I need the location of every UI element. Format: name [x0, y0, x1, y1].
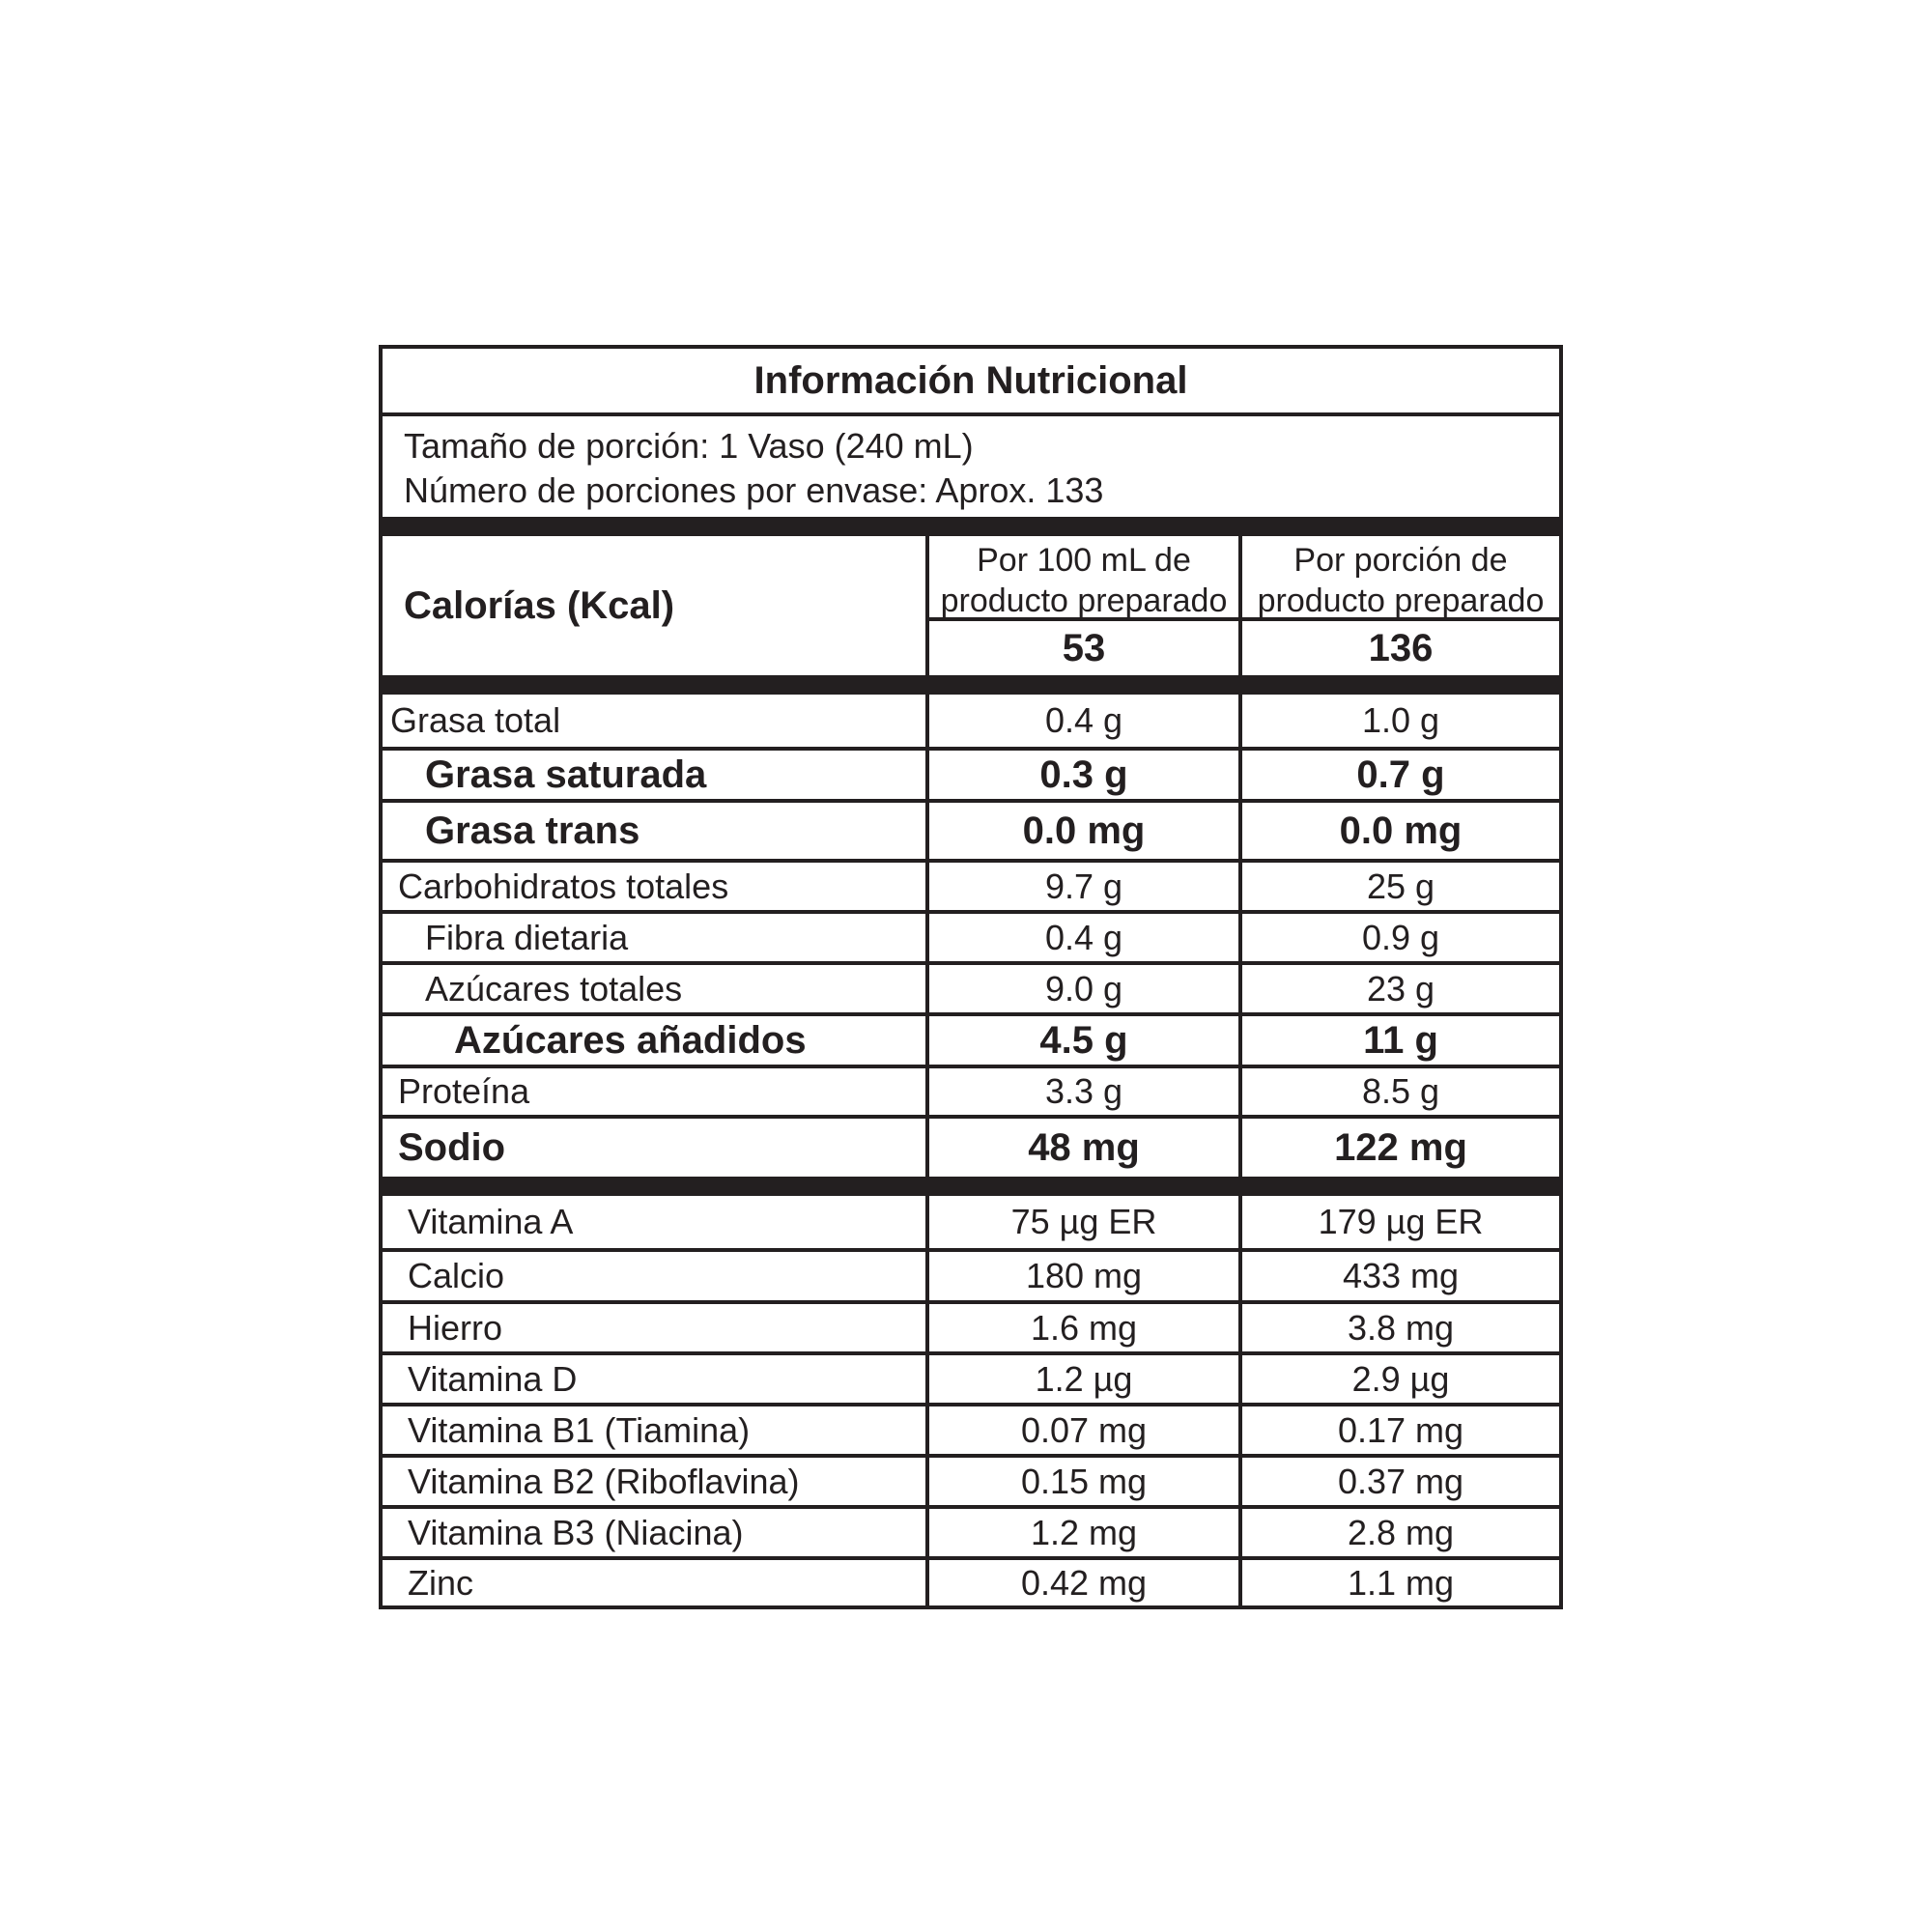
- nutrient-per-serving: 122 mg: [1334, 1125, 1467, 1169]
- nutrient-name: Fibra dietaria: [383, 914, 929, 961]
- nutrient-per-100ml: 0.07 mg: [929, 1406, 1242, 1454]
- micronutrient-row-hierro: [383, 1304, 1559, 1355]
- nutrient-name: Vitamina B1 (Tiamina): [383, 1406, 929, 1454]
- nutrient-row-azucares-totales: [383, 965, 1559, 1016]
- micronutrient-row-vitamina-d: [383, 1355, 1559, 1406]
- nutrient-name: Carbohidratos totales: [383, 863, 929, 910]
- micronutrient-row-vitamina-b1: [383, 1406, 1559, 1458]
- nutrient-per-100ml: 0.4 g: [929, 695, 1242, 747]
- nutrient-name: Proteína: [383, 1068, 929, 1115]
- nutrient-name: Vitamina A: [383, 1196, 929, 1248]
- nutrient-per-serving: 3.8 mg: [1347, 1307, 1455, 1348]
- nutrient-row-fibra: [383, 914, 1559, 965]
- nutrient-per-serving: 0.7 g: [1356, 753, 1445, 796]
- nutrient-per-100ml: 0.15 mg: [929, 1458, 1242, 1505]
- nutrient-per-100ml: 9.7 g: [929, 863, 1242, 910]
- nutrient-per-serving: 0.17 mg: [1337, 1409, 1464, 1450]
- micronutrient-row-calcio: [383, 1252, 1559, 1304]
- nutrient-per-serving: 0.9 g: [1361, 917, 1440, 957]
- nutrient-per-100ml: 1.6 mg: [929, 1304, 1242, 1351]
- nutrient-per-100ml: 0.4 g: [929, 914, 1242, 961]
- nutrient-row-proteina: [383, 1068, 1559, 1119]
- nutrient-per-serving: 2.8 mg: [1347, 1512, 1455, 1552]
- nutrient-per-serving: 179 µg ER: [1318, 1202, 1484, 1241]
- nutrient-row-sodio: [383, 1119, 1559, 1196]
- nutrient-per-serving: 8.5 g: [1361, 1071, 1440, 1111]
- nutrient-row-grasa-total: [383, 695, 1559, 751]
- nutrient-per-100ml: 0.42 mg: [929, 1560, 1242, 1605]
- calories-block: [383, 536, 1559, 695]
- nutrient-per-serving: 11 g: [1363, 1018, 1438, 1062]
- nutrient-per-serving: 23 g: [1366, 968, 1435, 1009]
- nutrient-per-100ml: 1.2 mg: [929, 1509, 1242, 1556]
- serving-size: Tamaño de porción: 1 Vaso (240 mL): [404, 426, 974, 466]
- label-title: Información Nutricional: [383, 349, 1559, 416]
- servings-per-container: Número de porciones por envase: Aprox. 133: [404, 470, 1104, 510]
- nutrient-per-100ml: 3.3 g: [929, 1068, 1242, 1115]
- nutrient-per-serving: 0.37 mg: [1337, 1461, 1464, 1501]
- nutrient-name: Vitamina B3 (Niacina): [383, 1509, 929, 1556]
- nutrient-row-azucares-anadidos: [383, 1016, 1559, 1068]
- nutrient-name: Grasa saturada: [383, 751, 929, 799]
- nutrient-name: Zinc: [383, 1560, 929, 1605]
- micronutrient-row-zinc: [383, 1560, 1559, 1605]
- nutrient-per-serving: 2.9 µg: [1351, 1358, 1450, 1399]
- nutrition-facts-label: [379, 345, 1563, 1609]
- nutrient-per-serving: 0.0 mg: [1339, 809, 1463, 852]
- nutrient-per-serving: 433 mg: [1342, 1256, 1460, 1295]
- column-header-per-serving: Por porción de producto preparado: [1242, 536, 1559, 621]
- micronutrient-row-vitamina-a: [383, 1196, 1559, 1252]
- nutrient-row-grasa-trans: [383, 803, 1559, 863]
- nutrient-per-100ml: 1.2 µg: [929, 1355, 1242, 1403]
- nutrient-name: Grasa trans: [383, 803, 929, 859]
- nutrient-per-serving: 1.0 g: [1361, 700, 1440, 740]
- nutrient-name: Azúcares añadidos: [383, 1016, 929, 1065]
- nutrient-per-100ml: 0.3 g: [929, 751, 1242, 799]
- nutrient-name: Grasa total: [383, 695, 929, 747]
- nutrient-name: Vitamina B2 (Riboflavina): [383, 1458, 929, 1505]
- nutrient-name: Azúcares totales: [383, 965, 929, 1012]
- nutrient-rows: [383, 695, 1559, 1605]
- nutrient-per-100ml: 48 mg: [929, 1119, 1242, 1177]
- column-header-per-100ml: Por 100 mL de producto preparado: [929, 536, 1242, 621]
- micronutrient-row-vitamina-b3: [383, 1509, 1559, 1560]
- nutrient-per-100ml: 75 µg ER: [929, 1196, 1242, 1248]
- micronutrient-row-vitamina-b2: [383, 1458, 1559, 1509]
- nutrient-row-grasa-saturada: [383, 751, 1559, 803]
- nutrient-per-serving: 25 g: [1366, 866, 1435, 906]
- nutrient-name: Hierro: [383, 1304, 929, 1351]
- serving-info: [383, 416, 1559, 536]
- nutrient-name: Calcio: [383, 1252, 929, 1300]
- nutrient-per-100ml: 0.0 mg: [929, 803, 1242, 859]
- calories-per-100ml: 53: [929, 621, 1242, 675]
- nutrient-row-carbohidratos: [383, 863, 1559, 914]
- calories-label: Calorías (Kcal): [383, 536, 929, 675]
- nutrient-per-100ml: 9.0 g: [929, 965, 1242, 1012]
- nutrient-per-100ml: 4.5 g: [929, 1016, 1242, 1065]
- nutrient-name: Sodio: [383, 1119, 929, 1177]
- calories-per-serving: 136: [1368, 627, 1434, 669]
- nutrient-per-serving: 1.1 mg: [1347, 1562, 1455, 1603]
- nutrient-per-100ml: 180 mg: [929, 1252, 1242, 1300]
- nutrient-name: Vitamina D: [383, 1355, 929, 1403]
